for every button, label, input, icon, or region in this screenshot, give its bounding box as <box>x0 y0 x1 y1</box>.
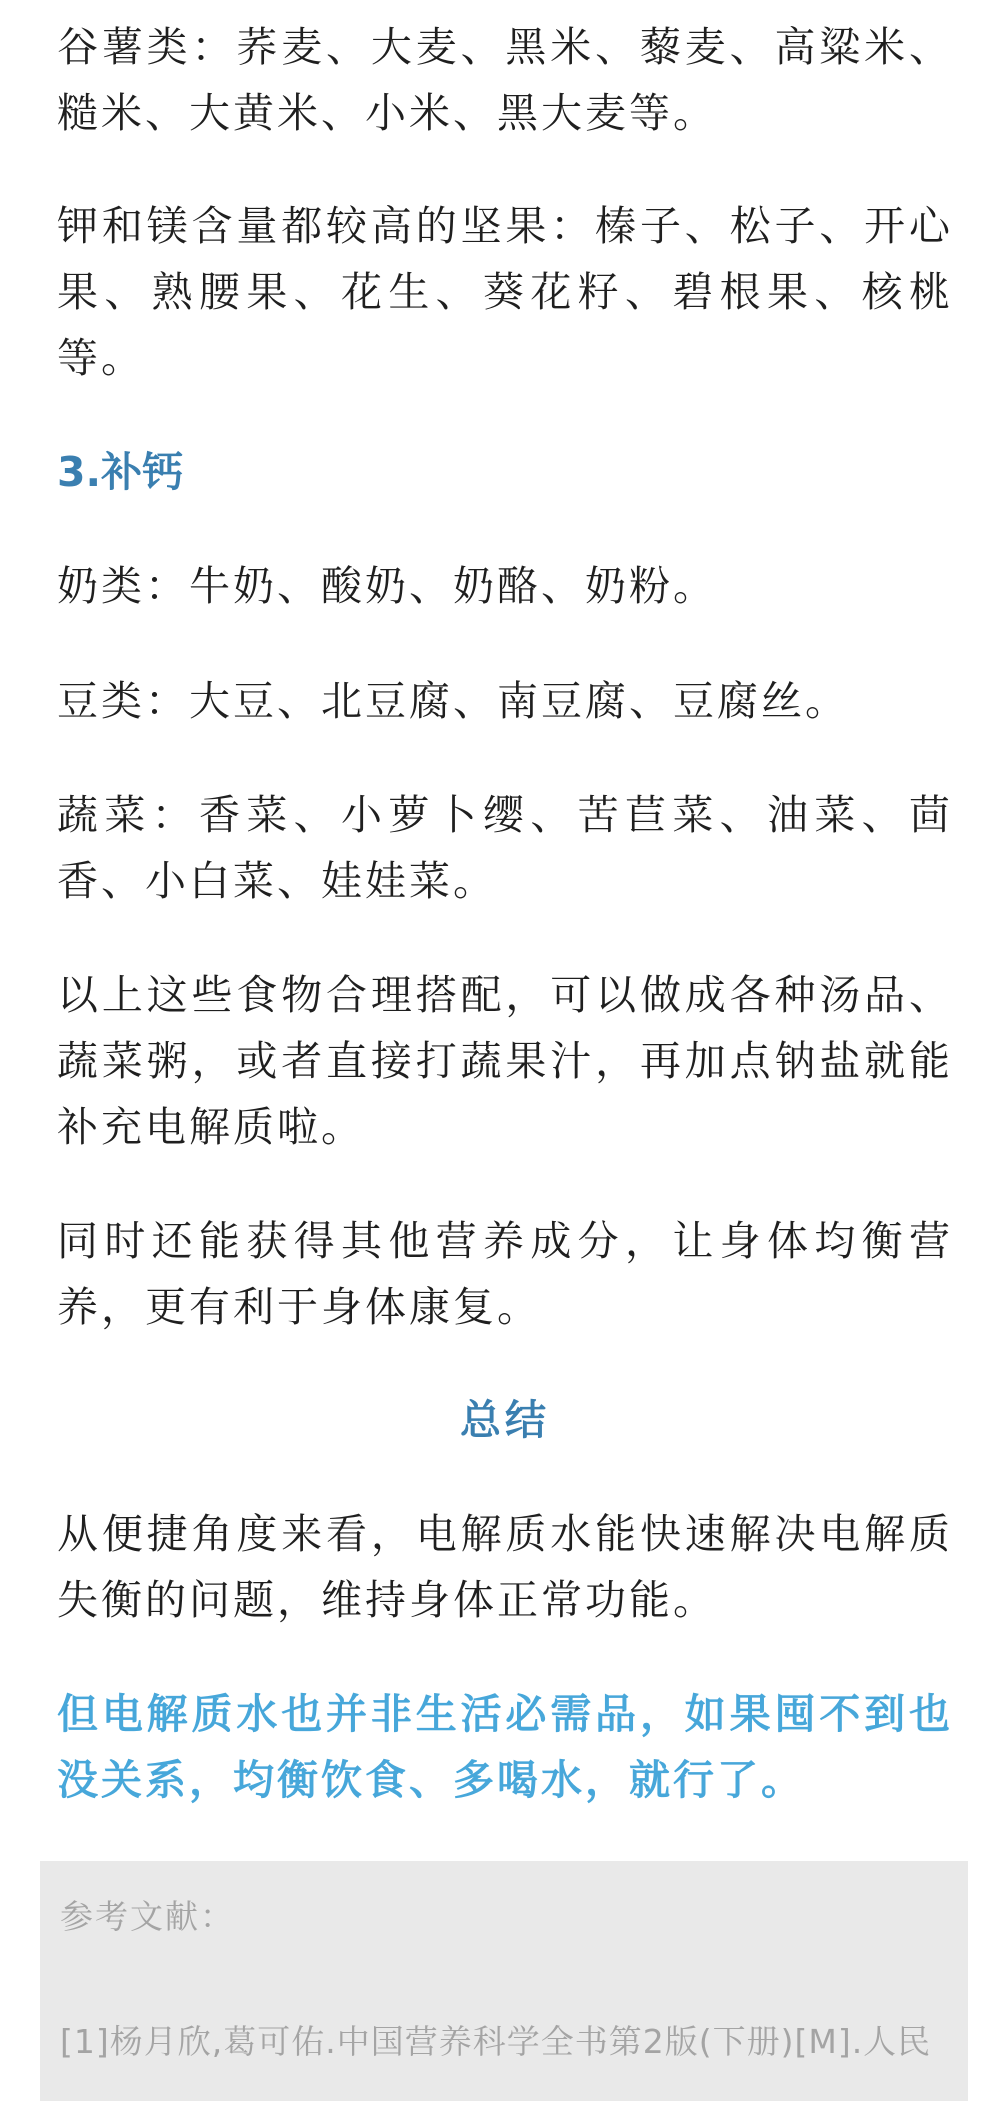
references-box <box>40 1861 968 2101</box>
paragraph-summary: 从便捷角度来看，电解质水能快速解决电解质失衡的问题，维持身体正常功能。 <box>57 1510 953 1624</box>
references-title: 参考文献： <box>60 1897 235 1936</box>
paragraph-vegetables: 蔬菜：香菜、小萝卜缨、苦苣菜、油菜、茴香、小白菜、娃娃菜。 <box>57 791 953 905</box>
section-heading-calcium: 3.补钙 <box>57 448 184 496</box>
paragraph-grains: 谷薯类：荞麦、大麦、黑米、藜麦、高粱米、糙米、大黄米、小米、黑大麦等。 <box>57 23 953 137</box>
section-heading-summary: 总结 <box>460 1396 550 1444</box>
paragraph-milk: 奶类：牛奶、酸奶、奶酪、奶粉。 <box>57 562 717 610</box>
paragraph-nuts: 钾和镁含量都较高的坚果：榛子、松子、开心果、熟腰果、花生、葵花籽、碧根果、核桃等。 <box>57 202 953 382</box>
paragraph-combine: 以上这些食物合理搭配，可以做成各种汤品、蔬菜粥，或者直接打蔬果汁，再加点钠盐就能补充电解质啦。 <box>57 971 953 1151</box>
paragraph-beans: 豆类：大豆、北豆腐、南豆腐、豆腐丝。 <box>57 677 849 725</box>
reference-item: [1]杨月欣,葛可佑.中国营养科学全书第2版(下册)[M].人民 <box>60 2022 932 2061</box>
highlight-conclusion: 但电解质水也并非生活必需品，如果囤不到也没关系，均衡饮食、多喝水，就行了。 <box>57 1690 953 1804</box>
paragraph-balance: 同时还能获得其他营养成分，让身体均衡营养，更有利于身体康复。 <box>57 1217 953 1331</box>
